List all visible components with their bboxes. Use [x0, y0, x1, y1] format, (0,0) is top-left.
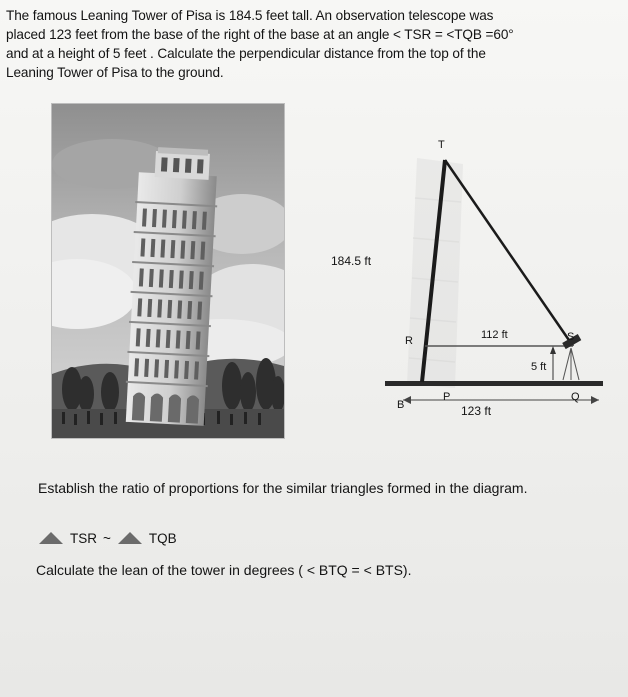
- ground-bar: [385, 381, 603, 386]
- triangle-tsr: TSR: [70, 530, 97, 546]
- label-q: Q: [571, 391, 580, 403]
- label-p: P: [443, 391, 451, 403]
- leaning-tower-photo: [52, 104, 284, 438]
- label-t: T: [438, 139, 445, 151]
- leaning-tower-of-pisa-photo-icon: [52, 104, 284, 438]
- rs-length-label: 112 ft: [481, 329, 508, 341]
- similar-triangles-statement: [38, 527, 177, 549]
- problem-line-2: placed 123 feet from the base of the right of the base at an angle < TSR = <TQB =60°: [6, 27, 514, 42]
- ratio-prompt: Establish the ratio of proportions for the similar triangles formed in the diagram.: [38, 480, 528, 496]
- arrow-right-icon: [591, 396, 599, 404]
- label-b: B: [397, 399, 405, 411]
- problem-line-1: The famous Leaning Tower of Pisa is 184.5 feet tall. An observation telescope was: [6, 8, 494, 23]
- tower-triangle-diagram: [325, 118, 625, 438]
- problem-statement: [6, 6, 606, 82]
- base-distance-label: 123 ft: [461, 404, 492, 418]
- lean-prompt: Calculate the lean of the tower in degrees ( < BTQ = < BTS).: [36, 562, 412, 578]
- label-r: R: [405, 335, 413, 347]
- problem-line-4: Leaning Tower of Pisa to the ground.: [6, 65, 224, 80]
- arrow-up-icon: [550, 346, 556, 354]
- sight-line-ts: [445, 160, 573, 346]
- telescope-height-label: 5 ft: [531, 361, 547, 373]
- label-s: S: [567, 331, 575, 343]
- tower-height-label: 184.5 ft: [331, 254, 372, 268]
- geometry-diagram: [325, 118, 625, 438]
- triangle-tqb: TQB: [148, 530, 177, 546]
- triangle-icon: [117, 531, 143, 545]
- similar-symbol: ~: [103, 530, 111, 546]
- triangle-icon: [38, 531, 64, 545]
- problem-line-3: and at a height of 5 feet . Calculate the perpendicular distance from the top of the: [6, 46, 486, 61]
